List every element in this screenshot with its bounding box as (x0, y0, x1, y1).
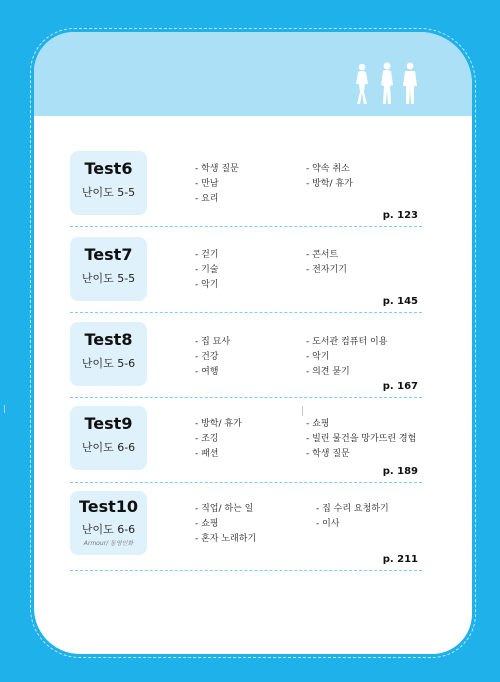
test-title: Test9 (84, 414, 133, 433)
test-title: Test8 (84, 330, 133, 349)
topic-item: - 학생 질문 (195, 164, 239, 174)
topic-item: - 집 묘사 (195, 337, 231, 347)
topic-item: - 약속 취소 (306, 164, 350, 174)
topic-item: - 쇼핑 (195, 519, 219, 529)
page-number[interactable]: p. 167 (382, 381, 418, 392)
test-badge (70, 491, 147, 555)
difficulty-level: 난이도 6-6 (81, 441, 136, 454)
topic-item: - 전자기기 (306, 265, 347, 275)
topic-item: - 악기 (195, 280, 219, 290)
figures-group (352, 62, 422, 110)
test-badge (70, 406, 147, 470)
woman-silhouette-icon (356, 64, 368, 104)
section-divider (70, 397, 422, 398)
topic-item: - 여행 (195, 367, 219, 377)
difficulty-level: 난이도 5-6 (81, 357, 136, 370)
page-number[interactable]: p. 189 (382, 466, 418, 477)
topic-item: - 학생 질문 (306, 449, 350, 459)
topic-item: - 의견 묻기 (306, 367, 350, 377)
topic-item: - 만남 (195, 179, 219, 189)
topic-item: - 혼자 노래하기 (195, 534, 257, 544)
topic-item: - 요리 (195, 194, 219, 204)
man-silhouette-icon (403, 63, 417, 104)
page-number[interactable]: p. 211 (382, 554, 418, 565)
edge-mark (4, 405, 5, 413)
test-badge (70, 237, 147, 301)
section-divider (70, 312, 422, 313)
difficulty-level: 난이도 5-5 (81, 186, 136, 199)
topic-item: - 콘서트 (306, 250, 339, 260)
topic-item: - 건강 (195, 352, 219, 362)
handwritten-signature: Armour/ 동영인화 (83, 540, 134, 547)
topic-item: - 패션 (195, 449, 219, 459)
test-badge (70, 151, 147, 215)
page-number[interactable]: p. 145 (382, 296, 418, 307)
topic-item: - 쇼핑 (306, 419, 330, 429)
topic-item: - 걷기 (195, 250, 219, 260)
test-title: Test6 (84, 159, 133, 178)
test-title: Test10 (78, 497, 139, 516)
topic-item: - 기술 (195, 265, 219, 275)
test-title: Test7 (84, 245, 133, 264)
section-divider (70, 482, 422, 483)
test-badge (70, 322, 147, 386)
card-header (34, 32, 472, 116)
topic-item: - 방학/ 휴가 (195, 419, 242, 429)
topic-item: - 방학/ 휴가 (306, 179, 353, 189)
topic-item: - 집 수리 요청하기 (316, 504, 389, 514)
section-divider (70, 570, 422, 571)
topic-item: - 직업/ 하는 일 (195, 504, 254, 514)
section-divider (70, 226, 422, 227)
topic-item: - 악기 (306, 352, 330, 362)
stray-mark (302, 406, 303, 416)
topic-item: - 도서관 컴퓨터 이용 (306, 337, 388, 347)
topic-item: - 조깅 (195, 434, 219, 444)
woman-silhouette-icon (381, 63, 393, 105)
topic-item: - 빌린 물건을 망가뜨린 경험 (306, 434, 417, 444)
difficulty-level: 난이도 6-6 (81, 523, 136, 536)
difficulty-level: 난이도 5-5 (81, 272, 136, 285)
page-number[interactable]: p. 123 (382, 210, 418, 221)
topic-item: - 이사 (316, 519, 340, 529)
